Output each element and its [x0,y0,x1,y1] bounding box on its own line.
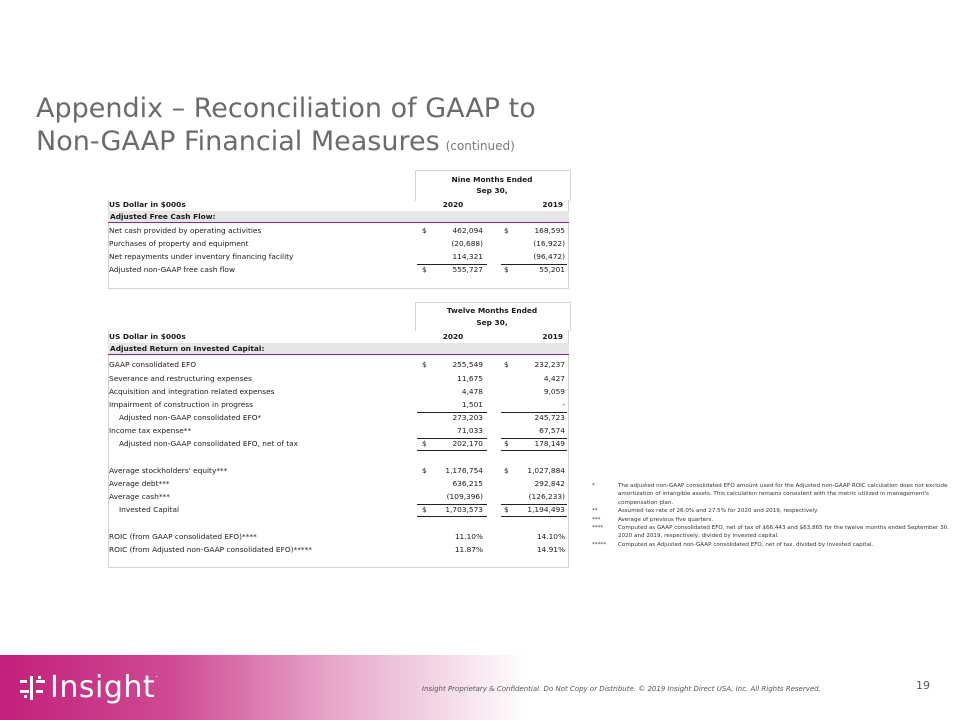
row-label: Average cash*** [109,492,170,501]
footnote-marker: ** [592,508,598,515]
top-rule [501,264,567,265]
currency-symbol: $ [422,466,427,475]
value-2020: 11,675 [457,374,483,383]
top-rule [501,504,567,505]
footnote-text: Computed as GAAP consolidated EFO, net of tax of $66,443 and $63,865 for the twelve months ended September 30, 2020 and 2019, respectively, divided by invested capital. [618,525,949,540]
period-label: Twelve Months Ended [446,306,538,315]
value-2019: (126,233) [528,492,565,501]
value-2020: 555,727 [452,265,483,274]
table-row [108,399,569,411]
row-label: Severance and restructuring expenses [109,374,252,383]
row-label: Adjusted non-GAAP consolidated EFO* [119,413,262,422]
top-rule [417,412,487,413]
table-row [108,544,569,556]
currency-symbol: $ [422,439,427,448]
insight-logo: Insight. [20,670,158,705]
currency-symbol: $ [504,265,509,274]
date-label: Sep 30, [476,318,508,327]
row-label: Impairment of construction in progress [109,400,254,409]
value-2019: 168,595 [534,226,565,235]
value-2019: 14.91% [536,545,565,554]
currency-symbol: $ [504,505,509,514]
footnote [592,541,952,549]
value-2019: 1,194,493 [527,505,565,514]
bottom-rule [417,516,487,517]
value-2019: 55,201 [539,265,565,274]
section-header [108,211,569,223]
footnote-marker: *** [592,516,601,523]
currency-symbol: $ [422,360,427,369]
value-2020: 1,176,754 [445,466,483,475]
footnote-marker: * [592,483,595,489]
top-rule [417,264,487,265]
table-row [108,264,569,276]
unit-label: US Dollar in $000s [109,200,186,209]
page-number: 19 [916,679,930,692]
top-rule [417,438,487,439]
table-row [108,412,569,424]
value-2019: 14.10% [536,532,565,541]
value-2020: 462,094 [452,226,483,235]
table-row [108,491,569,503]
table-row [108,478,569,490]
bottom-rule [417,450,487,451]
value-2020: (109,396) [446,492,483,501]
row-label: GAAP consolidated EFO [109,360,197,369]
value-2019: - [562,400,565,409]
value-2019: 9,059 [543,387,565,396]
table-row [108,386,569,398]
value-2019: 178,149 [534,439,565,448]
roic-table [108,302,569,568]
value-2020: 11.87% [454,545,483,554]
value-2019: 245,723 [534,413,565,422]
value-2019: 232,237 [534,360,565,369]
footnote [592,524,952,541]
row-label: Average stockholders' equity*** [109,466,228,475]
table-row [108,225,569,237]
table-row [108,438,569,450]
footnote-marker: **** [592,525,604,532]
confidential-notice: Insight Proprietary & Confidential. Do Not Copy or Distribute. © 2019 Insight Direct USA, Inc. All Rights Reserved. [422,685,821,693]
row-label: Purchases of property and equipment [109,239,249,248]
row-label: ROIC (from GAAP consolidated EFO)**** [109,532,257,541]
table-row [108,251,569,263]
footnote [592,516,952,524]
currency-symbol: $ [422,265,427,274]
footnote [592,507,952,515]
footnote-text: Computed as Adjusted non-GAAP consolidated EFO, net of tax, divided by invested capital. [618,541,874,548]
year-col-1: 2020 [442,200,464,209]
footnote-text: The adjusted non-GAAP consolidated EFO amount used for the Adjusted non-GAAP ROIC calculation does not exclude amortization of intangible assets. This calculation remains consistent with the metric utilized in management's compensation plan. [618,483,948,506]
top-rule [501,412,567,413]
unit-label: US Dollar in $000s [109,332,186,341]
footnote [592,482,952,507]
value-2020: 1,501 [461,400,483,409]
year-col-1: 2020 [442,332,464,341]
value-2020: 71,033 [457,426,483,435]
top-rule [417,504,487,505]
footnote-marker: ***** [592,541,606,548]
row-label: Adjusted non-GAAP free cash flow [109,265,235,274]
table-row [108,425,569,437]
row-label: Adjusted non-GAAP consolidated EFO, net of tax [119,439,299,448]
value-2019: 4,427 [543,374,565,383]
date-label: Sep 30, [476,186,508,195]
row-label: Net repayments under inventory financing facility [109,252,294,261]
table-row [108,504,569,516]
insight-logo-icon [20,676,46,700]
footnote-text: Assumed tax rate of 26.0% and 27.5% for 2020 and 2019, respectively. [618,508,819,515]
currency-symbol: $ [504,466,509,475]
value-2020: 114,321 [452,252,483,261]
section-label: Adjusted Free Cash Flow: [110,212,216,221]
free-cash-flow-table [108,170,569,289]
slide-title [36,92,676,163]
logo-text: Insight [50,670,156,705]
value-2019: 292,842 [534,479,565,488]
value-2019: (16,922) [533,239,565,248]
title-line-2-text: Non-GAAP Financial Measures [36,126,440,157]
value-2019: 1,027,884 [527,466,565,475]
bottom-rule [501,516,567,517]
row-label: ROIC (from Adjusted non-GAAP consolidated EFO)***** [109,545,312,554]
value-2020: 4,478 [461,387,483,396]
table-row [108,465,569,477]
year-col-2: 2019 [542,200,563,209]
row-label: Income tax expense** [109,426,192,435]
year-col-2: 2019 [542,332,563,341]
row-label: Invested Capital [119,505,180,514]
currency-symbol: $ [504,360,509,369]
value-2020: 11.10% [454,532,483,541]
value-2019: 67,574 [539,426,565,435]
value-2020: 255,549 [452,360,483,369]
section-header [108,343,569,355]
title-line-2 [36,125,676,163]
value-2020: 1,703,573 [445,505,483,514]
table-row [108,238,569,250]
currency-symbol: $ [504,226,509,235]
value-2020: 202,170 [452,439,483,448]
value-2020: 273,203 [452,413,483,422]
table-row [108,359,569,371]
value-2020: (20,688) [451,239,483,248]
row-label: Net cash provided by operating activities [109,226,262,235]
table-row [108,531,569,543]
period-label: Nine Months Ended [451,175,533,184]
table-row [108,373,569,385]
footnotes [592,482,952,549]
value-2020: 636,215 [452,479,483,488]
section-label: Adjusted Return on Invested Capital: [110,344,265,353]
footnote-text: Average of previous five quarters. [618,516,714,523]
title-suffix: (continued) [445,139,515,153]
currency-symbol: $ [504,439,509,448]
top-rule [501,438,567,439]
currency-symbol: $ [422,505,427,514]
bottom-rule [501,450,567,451]
row-label: Average debt*** [109,479,170,488]
row-label: Acquisition and integration related expenses [109,387,275,396]
currency-symbol: $ [422,226,427,235]
title-line-1: Appendix – Reconciliation of GAAP to [36,93,536,124]
value-2019: (96,472) [533,252,565,261]
